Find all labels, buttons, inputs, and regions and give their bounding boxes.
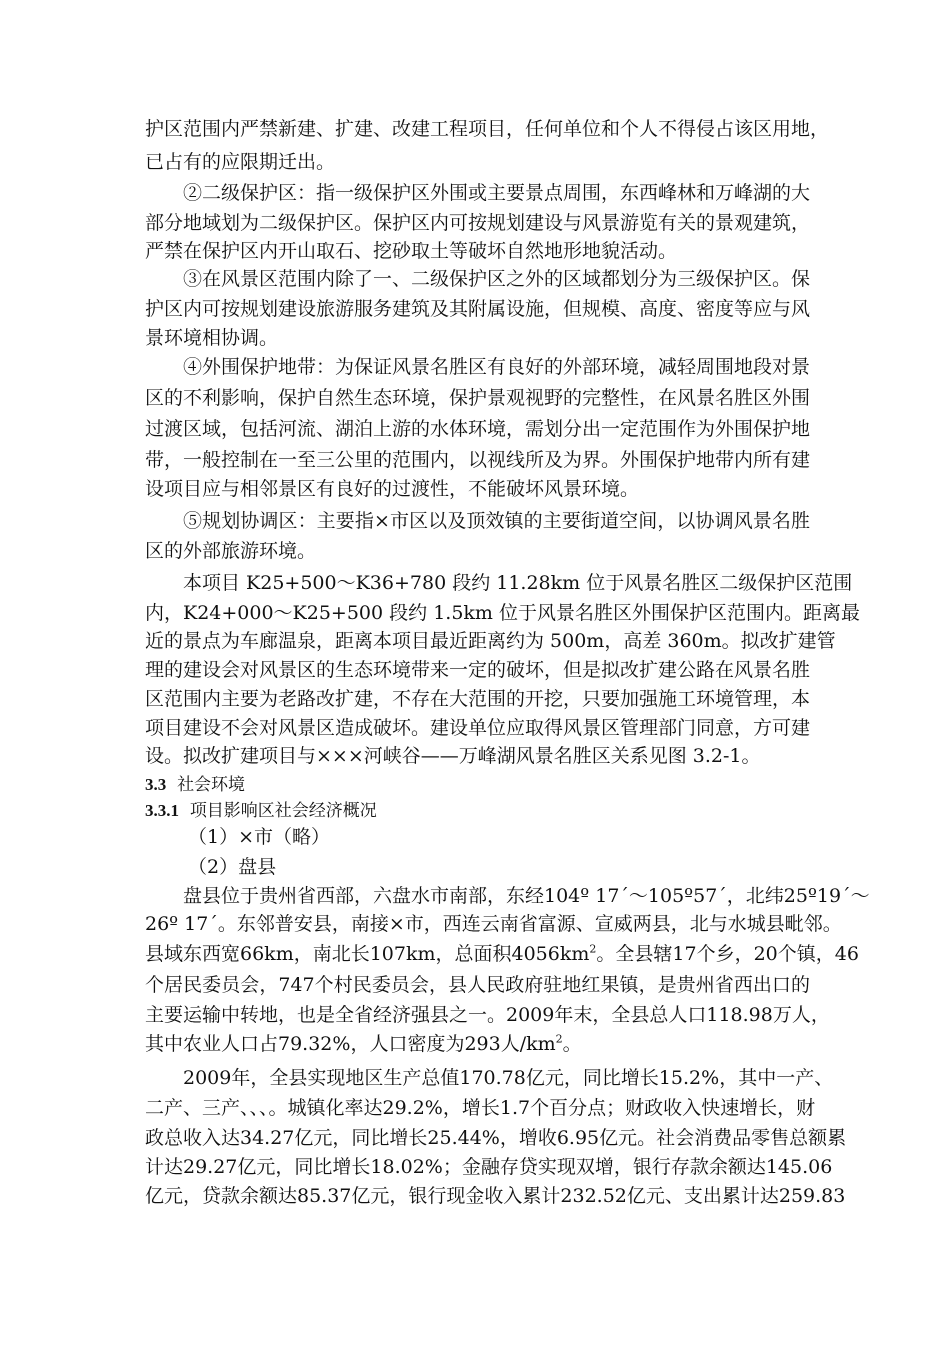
paragraph-line: 设项目应与相邻景区有良好的过渡性，不能破坏风景环境。 — [145, 478, 640, 500]
paragraph-line: 本项目 K25+500～K36+780 段约 11.28km 位于风景名胜区二级保护区范围 — [183, 572, 853, 594]
list-item: （2）盘县 — [188, 856, 277, 878]
paragraph-line: 盘县位于贵州省西部，六盘水市南部，东经104º 17´～105º57´，北纬25º19´～ — [183, 885, 870, 907]
paragraph-line: 景环境相协调。 — [145, 327, 279, 349]
paragraph-line: 区的外部旅游环境。 — [145, 540, 317, 562]
paragraph-line: 理的建设会对风景区的生态环境带来一定的破坏，但是拟改扩建公路在风景名胜 — [145, 659, 811, 681]
paragraph-line: 个居民委员会，747个村民委员会，县人民政府驻地红果镇，是贵州省西出口的 — [145, 974, 810, 996]
paragraph-line: 主要运输中转地，也是全省经济强县之一。2009年末，全县总人口118.98万人， — [145, 1004, 830, 1026]
section-title: 项目影响区社会经济概况 — [189, 801, 377, 821]
paragraph-line: 亿元，贷款余额达85.37亿元，银行现金收入累计232.52亿元、支出累计达259.83 — [145, 1185, 846, 1207]
paragraph-line: 内，K24+000～K25+500 段约 1.5km 位于风景名胜区外围保护区范围内。距离最 — [145, 602, 860, 624]
paragraph-line: 计达29.27亿元，同比增长18.02%；金融存贷实现双增，银行存款余额达145.06 — [145, 1156, 833, 1178]
section-number: 3.3 — [145, 775, 167, 794]
paragraph-line: ⑤规划协调区：主要指×市区以及顶效镇的主要街道空间，以协调风景名胜 — [183, 510, 810, 532]
paragraph-line: 设。拟改扩建项目与×××河峡谷——万峰湖风景名胜区关系见图 3.2-1。 — [145, 745, 761, 767]
paragraph-line: 已占有的应限期迁出。 — [145, 151, 336, 173]
paragraph-line: 过渡区域，包括河流、湖泊上游的水体环境，需划分出一定范围作为外围保护地 — [145, 418, 811, 440]
paragraph-line: 政总收入达34.27亿元，同比增长25.44%，增收6.95亿元。社会消费品零售总额累 — [145, 1127, 847, 1149]
paragraph-line: ②二级保护区：指一级保护区外围或主要景点周围，东西峰林和万峰湖的大 — [183, 182, 811, 204]
paragraph-line: 护区范围内严禁新建、扩建、改建工程项目，任何单位和个人不得侵占该区用地， — [145, 118, 830, 140]
paragraph-line: 县域东西宽66km，南北长107km，总面积$4056km^2$。全县辖17个乡，20个镇，46 — [145, 942, 859, 965]
section-heading-3-3 — [145, 772, 810, 798]
list-item: （1）×市（略） — [188, 826, 331, 848]
paragraph-line: 二产、三产、、、。城镇化率达29.2%，增长1.7个百分点；财政收入快速增长，财 — [145, 1097, 816, 1119]
paragraph-line: 带，一般控制在一至三公里的范围内，以视线所及为界。外围保护地带内所有建 — [145, 449, 811, 471]
paragraph-line: 2009年，全县实现地区生产总值170.78亿元，同比增长15.2%，其中一产、 — [183, 1067, 834, 1089]
paragraph-line: ③在风景区范围内除了一、二级保护区之外的区域都划分为三级保护区。保 — [183, 268, 811, 290]
paragraph-line: 严禁在保护区内开山取石、挖砂取土等破坏自然地形地貌活动。 — [145, 240, 678, 262]
paragraph-line: 区的不利影响，保护自然生态环境，保护景观视野的完整性，在风景名胜区外围 — [145, 387, 811, 409]
section-number: 3.3.1 — [145, 801, 179, 820]
paragraph-line: 近的景点为车廊温泉，距离本项目最近距离约为 500m，高差 360m。拟改扩建管 — [145, 630, 836, 652]
section-heading-3-3-1 — [145, 798, 810, 824]
paragraph-line: 26º 17´。东邻普安县，南接×市，西连云南省富源、宣威两县，北与水城县毗邻。 — [145, 913, 842, 935]
section-title: 社会环境 — [177, 775, 246, 795]
paragraph-line: 区范围内主要为老路改扩建，不存在大范围的开挖，只要加强施工环境管理，本 — [145, 688, 811, 710]
paragraph-line: 部分地域划为二级保护区。保护区内可按规划建设与风景游览有关的景观建筑， — [145, 212, 811, 234]
paragraph-line: 其中农业人口占79.32%，人口密度为293人$/km^2$。 — [145, 1032, 582, 1055]
paragraph-line: ④外围保护地带：为保证风景名胜区有良好的外部环境，减轻周围地段对景 — [183, 356, 811, 378]
paragraph-line: 项目建设不会对风景区造成破坏。建设单位应取得风景区管理部门同意，方可建 — [145, 717, 811, 739]
paragraph-line: 护区内可按规划建设旅游服务建筑及其附属设施，但规模、高度、密度等应与风 — [145, 298, 811, 320]
